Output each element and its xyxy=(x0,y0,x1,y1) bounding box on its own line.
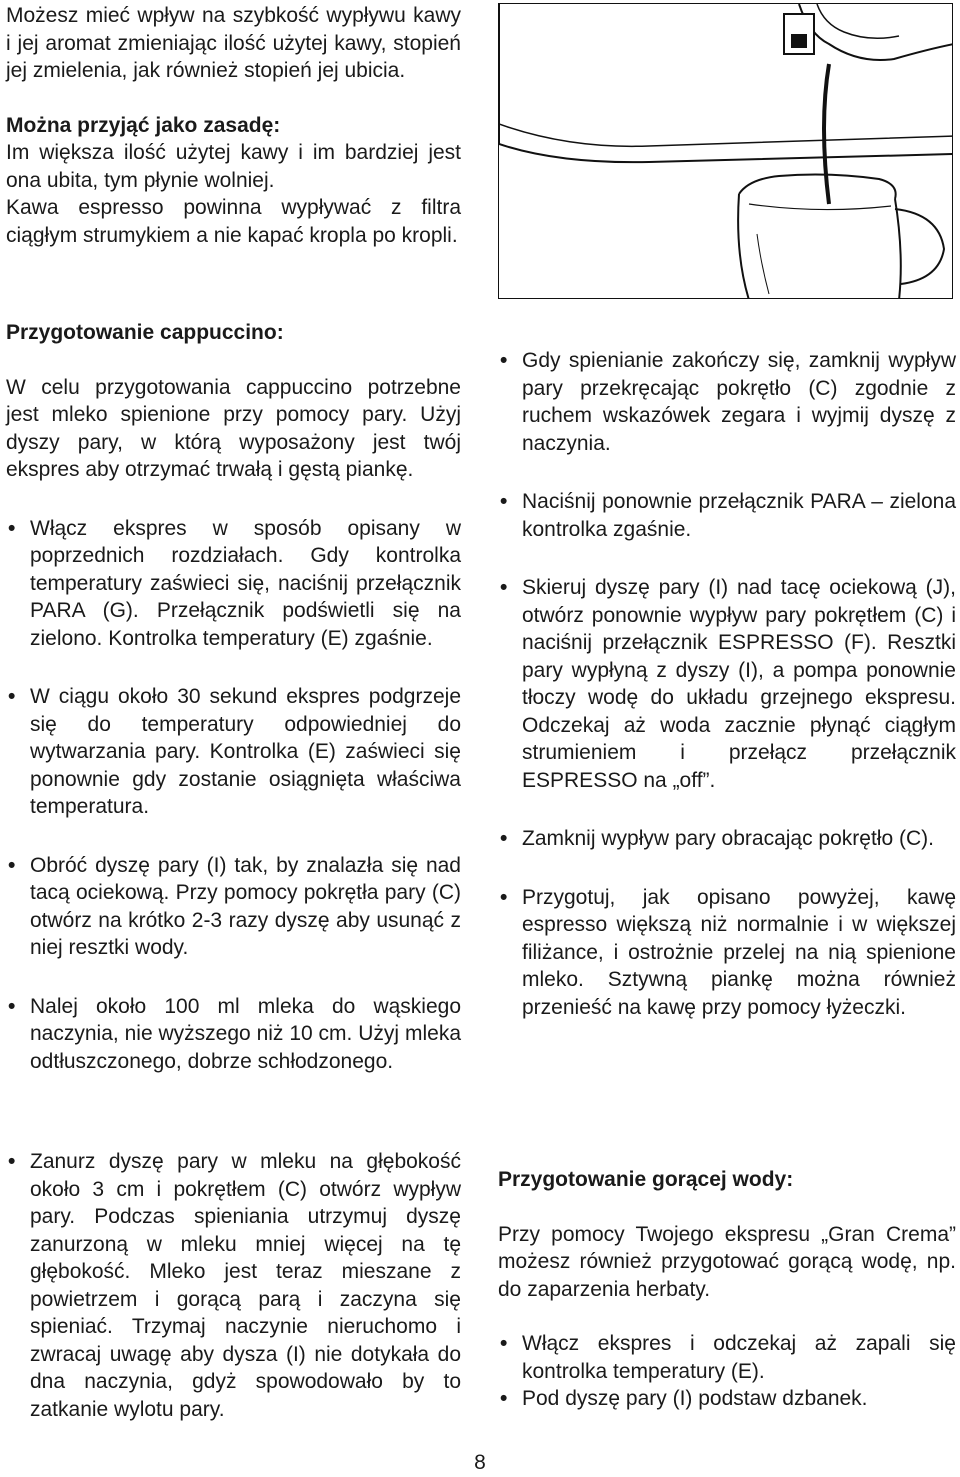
bullet-icon: • xyxy=(8,1150,16,1173)
list-item xyxy=(6,852,461,962)
list-item-text: Zanurz dyszę pary w mleku na głębokość około 3 cm i pokrętłem (C) otwórz wypływ pary. Podczas spieniania utrzymuj dyszę zanurzoną w mleku mniej więcej na tę głębokość. Mleko jest teraz mieszane z powietrzem i gorącą parą i zaczyna się spieniać. Trzymaj naczynie nieruchomo i zwracaj uwagę aby dysza (I) nie dotykała do dna naczynia, gdyż spowodowało by to zatkanie wylotu pary. xyxy=(30,1150,461,1421)
steam-wand-jug-drawing xyxy=(499,4,953,299)
cappuccino-heading: Przygotowanie cappuccino: xyxy=(6,321,284,344)
cappuccino-intro: W celu przygotowania cappuccino potrzebne jest mleko spienione przy pomocy pary. Użyj dyszy pary, w którą wyposażony jest twój ekspres aby otrzymać trwałą i gęstą piankę. xyxy=(6,375,461,481)
intro-section xyxy=(6,2,461,249)
list-item-text: Gdy spienianie zakończy się, zamknij wypływ pary przekręcając pokrętło (C) zgodnie z ruchem wskazówek zegara i wyjmij dyszę z naczynia. xyxy=(522,349,956,455)
page-number: 8 xyxy=(474,1451,486,1474)
bullet-icon: • xyxy=(500,490,508,513)
list-item xyxy=(6,515,461,653)
bullet-icon: • xyxy=(8,994,16,1018)
list-item xyxy=(498,1330,956,1385)
cappuccino-steps-right xyxy=(498,347,956,1021)
rule-line-1: Im większa ilość użytej kawy i im bardziej jest ona ubita, tym płynie wolniej. xyxy=(6,141,461,192)
list-item-text: Włącz ekspres i odczekaj aż zapali się kontrolka temperatury (E). xyxy=(522,1332,956,1383)
milk-frothing-illustration xyxy=(498,3,953,299)
bullet-icon: • xyxy=(500,576,508,599)
list-item xyxy=(6,1148,461,1423)
list-item xyxy=(498,1385,956,1413)
list-item-text: Nalej około 100 ml mleka do wąskiego naczynia, nie wyższego niż 10 cm. Użyj mleka odtłuszczonego, dobrze schłodzonego. xyxy=(30,994,461,1073)
list-item-text: Obróć dyszę pary (I) tak, by znalazła się nad tacą ociekową. Przy pomocy pokrętła pary (C) otwórz na krótko 2-3 razy dyszę aby usunąć z niej resztki wody. xyxy=(30,853,461,959)
cappuccino-section xyxy=(6,319,461,1075)
hot-water-intro: Przy pomocy Twojego ekspresu „Gran Crema” możesz również przygotować gorącą wodę, np. do zaparzenia herbaty. xyxy=(498,1222,956,1301)
list-item xyxy=(6,993,461,1076)
list-item xyxy=(6,683,461,821)
list-item xyxy=(498,347,956,457)
bullet-icon: • xyxy=(8,685,16,708)
rule-heading: Można przyjąć jako zasadę: xyxy=(6,113,281,137)
bullet-icon: • xyxy=(500,885,508,909)
list-item-text: Naciśnij ponownie przełącznik PARA – zielona kontrolka zgaśnie. xyxy=(522,490,956,541)
hot-water-section xyxy=(498,1166,956,1413)
hot-water-heading: Przygotowanie gorącej wody: xyxy=(498,1168,794,1191)
list-item xyxy=(498,825,956,853)
rule-line-2: Kawa espresso powinna wypływać z filtra ciągłym strumykiem a nie kapać kropla po kropli. xyxy=(6,196,461,247)
list-item xyxy=(498,574,956,794)
list-item-text: Włącz ekspres w sposób opisany w poprzednich rozdziałach. Gdy kontrolka temperatury zaświeci się, naciśnij przełącznik PARA (G). Przełącznik podświetli się na zielono. Kontrolka temperatury (E) zgaśnie. xyxy=(30,516,461,650)
cappuccino-section-continued xyxy=(6,1148,461,1423)
list-item-text: Zamknij wypływ pary obracając pokrętło (C). xyxy=(522,827,934,850)
list-item xyxy=(498,488,956,543)
bullet-icon: • xyxy=(8,516,16,540)
intro-paragraph: Możesz mieć wpływ na szybkość wypływu kawy i jej aromat zmieniając ilość użytej kawy, stopień jej zmielenia, jak również stopień jej ubicia. xyxy=(6,4,461,82)
list-item-text: Przygotuj, jak opisano powyżej, kawę espresso większą niż normalnie i w większej filiżance, i ostrożnie przelej na nią spienione mleko. Sztywną piankę można również przenieść na kawę przy pomocy łyżeczki. xyxy=(522,885,956,1019)
bullet-icon: • xyxy=(8,853,16,877)
bullet-icon: • xyxy=(500,1387,508,1410)
list-item xyxy=(498,884,956,1022)
list-item-text: W ciągu około 30 sekund ekspres podgrzeje się do temperatury odpowiedniej do wytwarzania pary. Kontrolka (E) zaświeci się ponownie gdy zostanie osiągnięta właściwa temperatura. xyxy=(30,685,461,818)
bullet-icon: • xyxy=(500,1332,508,1355)
bullet-icon: • xyxy=(500,349,508,372)
bullet-icon: • xyxy=(500,827,508,850)
list-item-text: Pod dyszę pary (I) podstaw dzbanek. xyxy=(522,1387,868,1410)
list-item-text: Skieruj dyszę pary (I) nad tacę ociekową (J), otwórz ponownie wypływ pary pokrętłem (C) i naciśnij przełącznik ESPRESSO (F). Resztki pary wypłyną z dyszy (I), a pompa ponownie tłoczy wodę do układu grzejnego ekspresu. Odczekaj aż woda zacznie płynąć ciągłym strumieniem i przełącz przełącznik ESPRESSO na „off”. xyxy=(522,576,956,792)
